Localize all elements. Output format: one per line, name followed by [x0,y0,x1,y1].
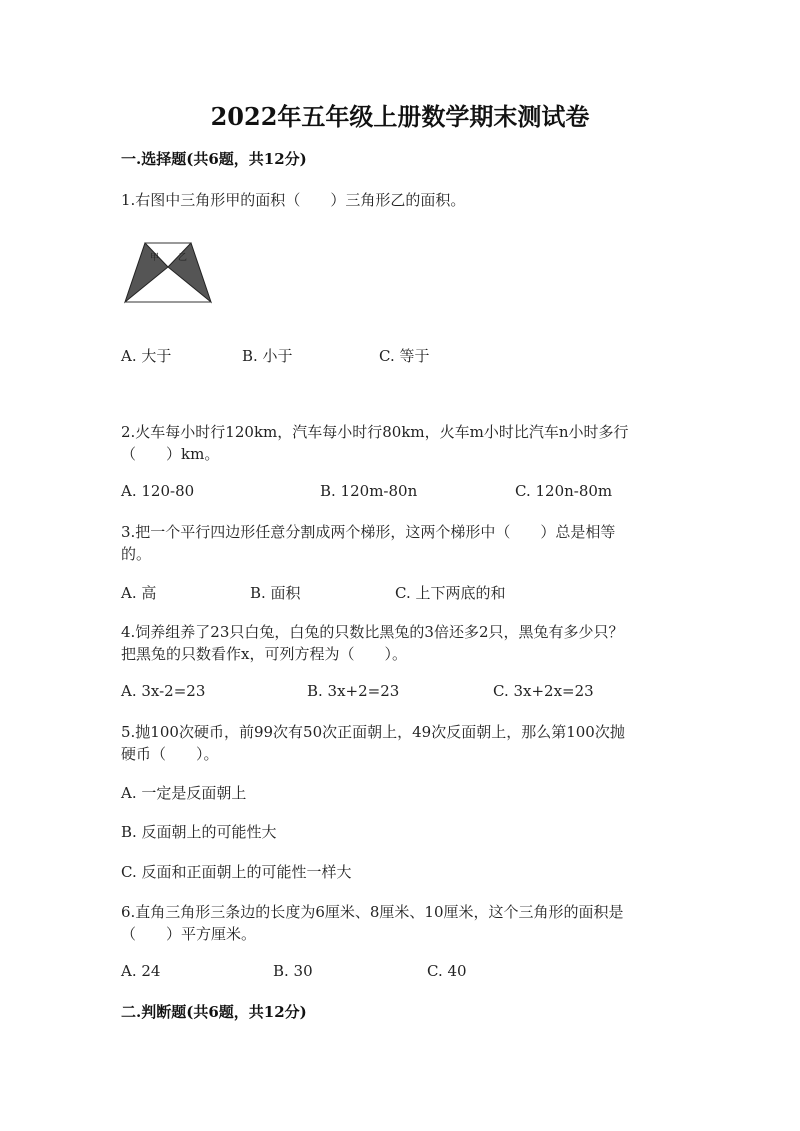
bowtie-triangles-diagram [123,240,213,306]
q5-option-c: C. 反面和正面朝上的可能性一样大 [121,863,352,881]
question-4-line2: 把黑兔的只数看作x，可列方程为（ ）。 [121,645,407,663]
q2-option-c: C. 120n-80m [515,482,613,500]
question-2-line2: （ ）km。 [121,445,220,463]
question-3-line2: 的。 [121,545,152,563]
question-5-line1: 5.抛100次硬币，前99次有50次正面朝上，49次反面朝上，那么第100次抛 [121,723,625,741]
q6-option-c: C. 40 [427,962,467,980]
question-1: 1.右图中三角形甲的面积（ ）三角形乙的面积。 [121,191,466,209]
q3-option-c: C. 上下两底的和 [395,584,506,602]
triangle-b [168,243,211,302]
page-title: 2022年五年级上册数学期末测试卷 [210,102,590,131]
section-heading-judgement: 二.判断题(共6题，共12分) [121,1003,307,1021]
q1-option-a: A. 大于 [121,347,172,365]
label-b: 乙 [178,253,188,263]
q4-option-a: A. 3x-2=23 [121,682,206,700]
q3-option-b: B. 面积 [250,584,301,602]
q6-option-b: B. 30 [273,962,313,980]
q6-option-a: A. 24 [121,962,161,980]
question-4-line1: 4.饲养组养了23只白兔，白兔的只数比黑兔的3倍还多2只，黑兔有多少只？ [121,623,624,641]
question-5-line2: 硬币（ ）。 [121,745,219,763]
q1-option-c: C. 等于 [379,347,430,365]
label-a: 甲 [150,253,160,263]
q4-option-c: C. 3x+2x=23 [493,682,594,700]
q2-option-b: B. 120m-80n [320,482,418,500]
question-2-line1: 2.火车每小时行120km，汽车每小时行80km，火车m小时比汽车n小时多行 [121,423,629,441]
question-6-line2: （ ）平方厘米。 [121,925,257,943]
triangle-figure [123,240,213,306]
q5-option-a: A. 一定是反面朝上 [121,784,247,802]
q4-option-b: B. 3x+2=23 [307,682,400,700]
q2-option-a: A. 120-80 [121,482,195,500]
q5-option-b: B. 反面朝上的可能性大 [121,823,277,841]
q1-option-b: B. 小于 [242,347,293,365]
triangle-a [125,243,168,302]
q3-option-a: A. 高 [121,584,157,602]
question-3-line1: 3.把一个平行四边形任意分割成两个梯形，这两个梯形中（ ）总是相等 [121,523,616,541]
section-heading-choice: 一.选择题(共6题，共12分) [121,150,307,168]
question-6-line1: 6.直角三角形三条边的长度为6厘米、8厘米、10厘米，这个三角形的面积是 [121,903,624,921]
